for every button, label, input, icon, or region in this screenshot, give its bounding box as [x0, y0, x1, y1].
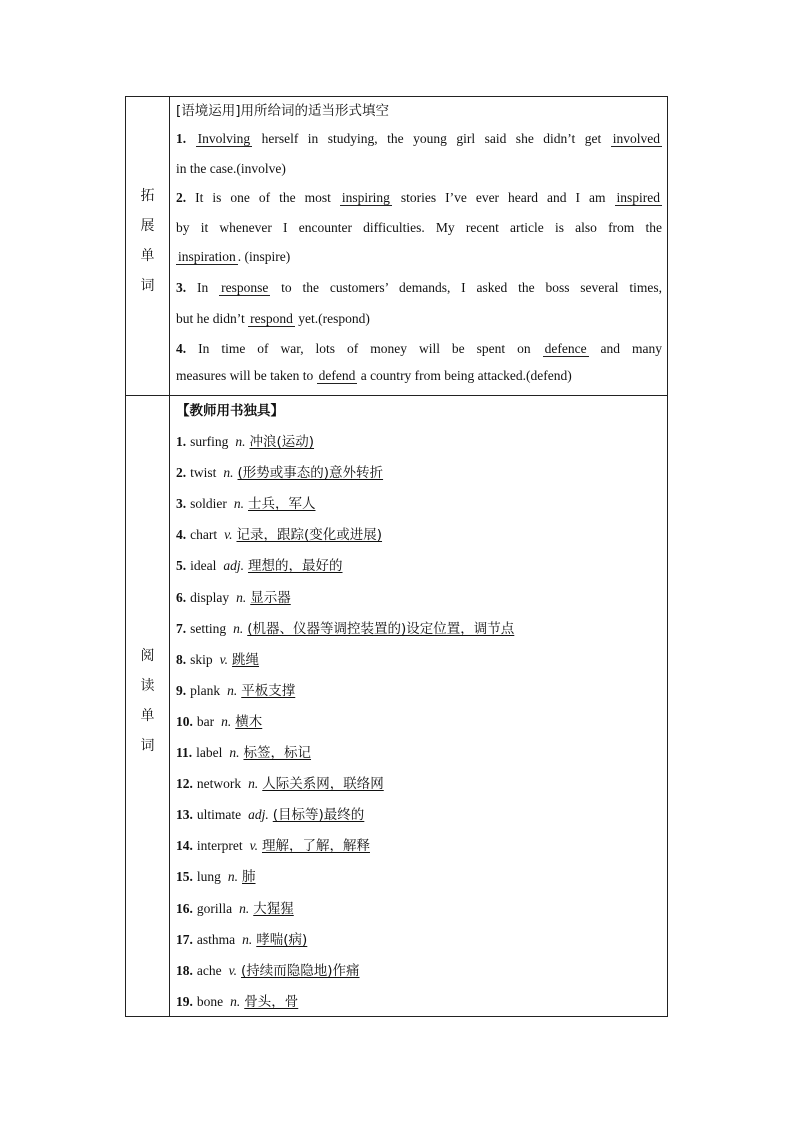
section1-side-label: 拓 展 单 词 [140, 188, 155, 294]
vocab-meaning: 横木 [235, 713, 263, 730]
vocab-number: 17. [176, 931, 193, 947]
vocab-word: soldier [190, 496, 227, 512]
vocab-number: 13. [176, 807, 193, 823]
vocab-pos: n. [248, 776, 259, 792]
vocab-number: 9. [176, 682, 187, 698]
vocab-word: display [190, 589, 230, 605]
vocab-pos: adj. [248, 807, 269, 823]
vocab-pos: n. [227, 869, 239, 885]
section1-title [176, 99, 662, 119]
vocab-item [176, 865, 256, 885]
vocab-word: interpret [196, 838, 243, 854]
column-divider [169, 97, 170, 1016]
vocab-pos: v. [228, 962, 237, 978]
vocab-word: twist [190, 465, 217, 481]
vocab-item [176, 959, 360, 979]
vocab-item [176, 679, 295, 699]
vocab-meaning: (目标等)最终的 [272, 807, 365, 824]
vocab-word: plank [190, 682, 221, 698]
vocab-number: 19. [176, 993, 193, 1009]
vocab-word: bar [196, 713, 215, 729]
vocab-item [176, 834, 370, 854]
vocab-item [176, 586, 291, 606]
vocab-meaning: 肺 [242, 869, 256, 886]
vocab-number: 8. [176, 651, 187, 667]
vocab-pos: n. [223, 465, 234, 481]
vocab-pos: n. [233, 496, 244, 512]
vocab-item [176, 990, 298, 1010]
vocab-meaning: 跳绳 [232, 651, 260, 668]
vocab-word: network [196, 776, 242, 792]
vocab-pos: n. [229, 745, 240, 760]
answer-inspired: inspired [616, 190, 660, 205]
vocab-number: 1. [176, 434, 187, 449]
vocab-word: gorilla [196, 900, 233, 916]
vocab-pos: v. [249, 838, 258, 854]
exercise-1-line-1: 1. Involving herself in studying, the young girl said she didn’t get involved [176, 131, 660, 146]
vocab-pos: adj. [223, 558, 245, 574]
exercise-2-line-1: 2. It is one of the most inspiring stories I’ve ever heard and I am inspired [176, 190, 660, 205]
section2-side-label: 阅 读 单 词 [140, 648, 155, 754]
vocab-item [176, 648, 259, 668]
answer-involving: Involving [197, 131, 251, 146]
vocab-number: 7. [176, 620, 187, 636]
vocab-pos: n. [242, 931, 253, 947]
vocab-word: ultimate [196, 807, 242, 823]
exercise-3-line-1: 3. In response to the customers’ demands, I asked the boss several times, [176, 280, 663, 295]
vocab-word: ache [196, 962, 222, 978]
vocab-item [176, 710, 262, 730]
exercise-2-line-3: inspiration . (inspire) [178, 249, 291, 264]
exercise-1-line-2: in the case.(involve) [176, 161, 286, 176]
vocab-item [176, 928, 307, 948]
vocab-meaning: (持续而隐隐地)作痛 [240, 962, 360, 979]
vocab-pos: n. [233, 620, 244, 636]
row-divider [126, 395, 667, 396]
vocab-meaning: 大猩猩 [253, 900, 294, 917]
vocab-item [176, 523, 382, 543]
vocab-pos: n. [235, 434, 246, 449]
vocab-word: bone [196, 993, 224, 1009]
vocab-number: 10. [176, 713, 193, 729]
vocab-meaning: 士兵，军人 [248, 496, 316, 513]
vocab-number: 2. [176, 465, 187, 481]
vocab-item [176, 617, 514, 637]
vocab-meaning: 哮喘(病) [256, 931, 308, 948]
vocab-meaning: 骨头，骨 [244, 993, 299, 1010]
vocab-item [176, 741, 311, 761]
vocab-word: asthma [196, 931, 236, 947]
vocab-meaning: 人际关系网，联络网 [262, 776, 384, 793]
vocab-item [176, 492, 316, 512]
vocab-item [176, 772, 384, 792]
vocab-pos: n. [230, 993, 241, 1009]
answer-involved: involved [612, 131, 660, 146]
vocab-meaning: 记录，跟踪(变化或进展) [236, 527, 383, 544]
vocab-meaning: 显示器 [250, 589, 291, 606]
vocab-item [176, 554, 343, 574]
vocab-word: label [196, 745, 223, 760]
vocab-number: 18. [176, 962, 193, 978]
vocab-item [176, 803, 364, 823]
teacher-book-header: 【教师用书独具】 [176, 403, 284, 419]
answer-inspiration: inspiration [178, 249, 236, 264]
vocab-number: 3. [176, 496, 187, 512]
vocab-item [176, 897, 294, 917]
vocab-pos: v. [224, 527, 233, 543]
vocab-number: 14. [176, 838, 193, 854]
vocab-word: surfing [190, 434, 229, 449]
vocab-meaning: 标签，标记 [243, 745, 312, 761]
vocab-pos: n. [239, 900, 250, 916]
vocab-item [176, 430, 314, 450]
vocab-word: setting [190, 620, 227, 636]
vocab-pos: n. [221, 713, 232, 729]
vocab-meaning: (形势或事态的)意外转折 [237, 465, 384, 482]
exercise-4-line-1: 4. In time of war, lots of money will be spent on defence and many [176, 341, 662, 356]
vocab-number: 6. [176, 589, 187, 605]
vocab-meaning: 平板支撑 [241, 682, 296, 699]
vocab-meaning: 冲浪(运动) [249, 434, 315, 450]
vocab-number: 11. [176, 745, 193, 760]
answer-response: response [221, 280, 269, 295]
vocab-pos: n. [236, 589, 247, 605]
vocab-number: 4. [176, 527, 187, 543]
vocab-number: 16. [176, 900, 193, 916]
exercise-2-line-2: by it whenever I encounter difficulties. My recent article is also from the [176, 220, 662, 235]
vocab-item [176, 461, 383, 481]
vocab-meaning: 理解，了解，解释 [261, 838, 370, 855]
title-text: 用所给词的适当形式填空 [240, 103, 390, 119]
vocab-word: ideal [190, 558, 217, 574]
vocab-number: 15. [176, 869, 193, 885]
answer-defence: defence [544, 341, 587, 356]
vocabulary-table [125, 96, 668, 1017]
answer-defend: defend [318, 368, 356, 383]
title-bracket: [语境运用] [176, 103, 241, 119]
vocab-word: chart [190, 527, 218, 543]
exercise-4-line-2: measures will be taken to defend a country from being attacked.(defend) [176, 368, 572, 383]
vocab-pos: v. [219, 651, 229, 667]
vocab-meaning: 理想的，最好的 [248, 558, 343, 575]
vocab-word: lung [196, 869, 221, 885]
answer-inspiring: inspiring [341, 190, 390, 205]
answer-respond: respond [250, 311, 293, 326]
vocab-number: 5. [176, 558, 187, 574]
vocab-word: skip [190, 651, 213, 667]
exercise-3-line-2: but he didn’t respond yet.(respond) [176, 311, 370, 326]
vocab-number: 12. [176, 776, 193, 792]
vocab-meaning: (机器、仪器等调控装置的)设定位置，调节点 [247, 620, 515, 637]
vocab-pos: n. [227, 682, 238, 698]
